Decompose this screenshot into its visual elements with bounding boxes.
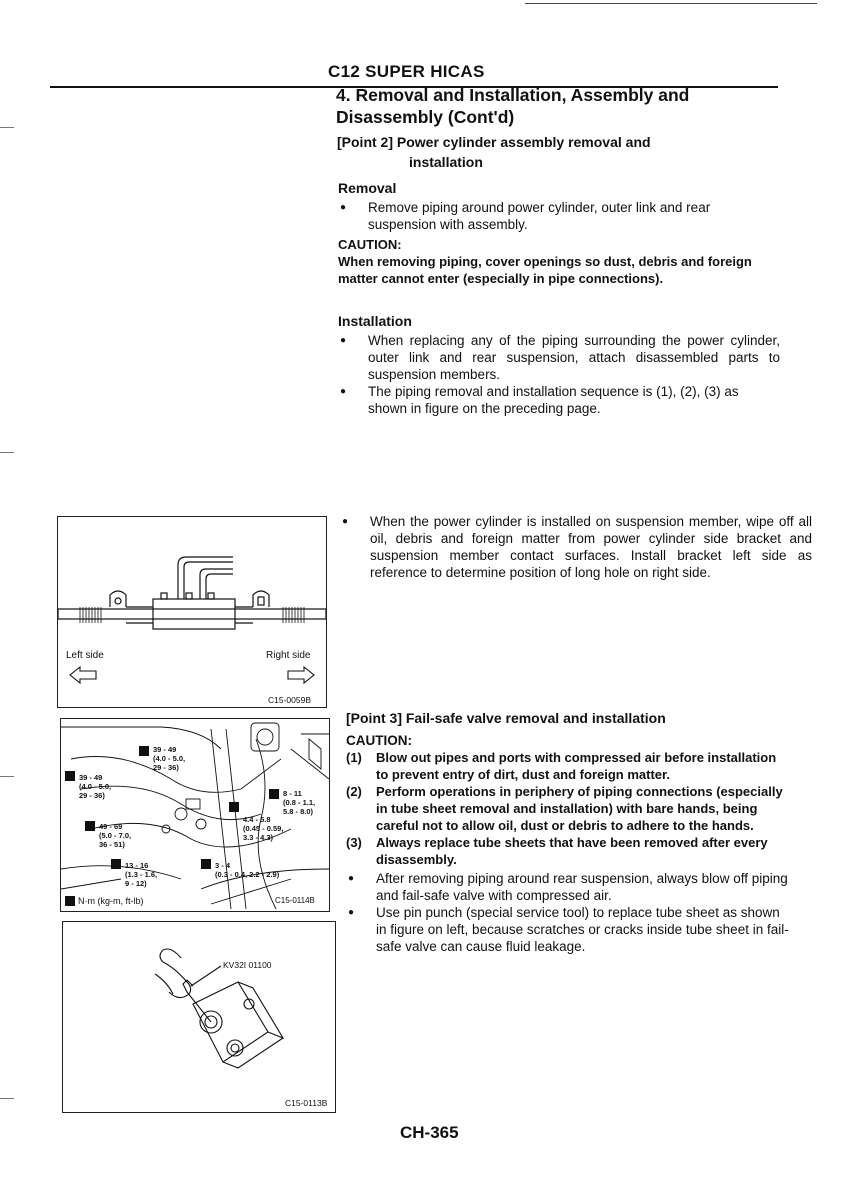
torque-label-7: 3 - 4 (0.3 - 0.4, 2.2 - 2.9) xyxy=(215,861,280,879)
margin-mark xyxy=(0,452,14,453)
margin-mark xyxy=(0,127,14,128)
page-number: CH-365 xyxy=(400,1123,459,1142)
point2-heading-line1: [Point 2] Power cylinder assembly removal and xyxy=(337,134,651,150)
figure3-code: C15-0113B xyxy=(285,1098,328,1108)
installation-heading: Installation xyxy=(338,313,412,329)
removal-section xyxy=(338,180,780,287)
section-title: C12 SUPER HICAS xyxy=(328,62,485,81)
figure1-code: C15-0059B xyxy=(268,695,312,705)
point3-heading: [Point 3] Fail-safe valve removal and installation xyxy=(346,710,666,726)
title-line-2: Disassembly (Cont'd) xyxy=(336,107,515,127)
tool-label: KV32I 01100 xyxy=(223,960,272,970)
right-side-label: Right side xyxy=(266,650,311,661)
figure-fail-safe-valve xyxy=(62,921,336,1113)
torque-label-4: 8 - 11 (0.8 - 1.1, 5.8 - 8.0) xyxy=(283,789,316,816)
figure-power-cylinder xyxy=(57,516,327,708)
point2-heading xyxy=(337,132,777,172)
left-side-label: Left side xyxy=(66,650,104,661)
power-cylinder-drawing xyxy=(58,517,326,707)
removal-heading: Removal xyxy=(338,180,397,196)
removal-caution-text: When removing piping, cover openings so dust, debris and foreign matter cannot enter (especially in pipe connections). xyxy=(338,254,752,286)
installation-section xyxy=(338,313,780,417)
torque-label-2: 39 - 49 (4.0 - 5.0, 29 - 36) xyxy=(79,773,112,800)
torque-unit-label: N·m (kg-m, ft-lb) xyxy=(78,896,144,906)
figure2-code: C15-0114B xyxy=(275,896,315,905)
point3-bullet-2: ● Use pin punch (special service tool) to replace tube sheet as shown in figure on left, because scratches or cracks inside tube sheet in fail-safe valve can cause fluid leakage. xyxy=(346,904,790,955)
point3-item-1: (1) Blow out pipes and ports with compressed air before installation to prevent entry of dirt, dust and foreign matter. xyxy=(346,750,777,782)
torque-label-5: 4.4 - 5.8 (0.45 - 0.59, 3.3 - 4.3) xyxy=(243,815,284,842)
torque-label-1: 39 - 49 (4.0 - 5.0, 29 - 36) xyxy=(153,745,186,772)
installation-bullet-2: ● The piping removal and installation sequence is (1), (2), (3) as shown in figure on the preceding page. xyxy=(338,383,780,417)
point3-caution-label: CAUTION: xyxy=(346,733,412,748)
title-line-1: 4. Removal and Installation, Assembly and xyxy=(336,85,690,105)
point3-item-3: (3) Always replace tube sheets that have been removed after every disassembly. xyxy=(346,835,768,867)
point3-section xyxy=(346,710,790,955)
point2-heading-line2: installation xyxy=(409,154,483,170)
left-arrow-icon xyxy=(70,667,96,683)
page-title xyxy=(336,84,776,128)
torque-label-3: 49 - 69 (5.0 - 7.0, 36 - 51) xyxy=(99,822,132,849)
installation-bullet-3: ● When the power cylinder is installed on suspension member, wipe off all oil, debris and foreign matter from power cylinder side bracket and suspension member contact surfaces. Install bracket left side as reference to determine position of long hole on right side. xyxy=(340,513,812,581)
figure-torque-diagram xyxy=(60,718,330,912)
point3-item-2: (2) Perform operations in periphery of piping connections (especially in tube sheet removal and installation) with bare hands, being careful not to allow oil, dust or debris to adhere to the hands. xyxy=(346,784,783,833)
top-edge-rule xyxy=(525,3,817,4)
installation-bullet-1: ● When replacing any of the piping surrounding the power cylinder, outer link and rear suspension, attach disassembled parts to suspension members. xyxy=(338,332,780,383)
pin-punch-drawing xyxy=(63,922,335,1112)
removal-caution-label: CAUTION: xyxy=(338,237,402,252)
torque-label-6: 13 - 16 (1.3 - 1.6, 9 - 12) xyxy=(125,861,158,888)
point3-bullet-1: ● After removing piping around rear suspension, always blow off piping and fail-safe valve with compressed air. xyxy=(346,870,790,904)
right-arrow-icon xyxy=(288,667,314,683)
removal-bullet: ● Remove piping around power cylinder, outer link and rear suspension with assembly. xyxy=(338,199,780,233)
margin-mark xyxy=(0,776,14,777)
margin-mark xyxy=(0,1098,14,1099)
